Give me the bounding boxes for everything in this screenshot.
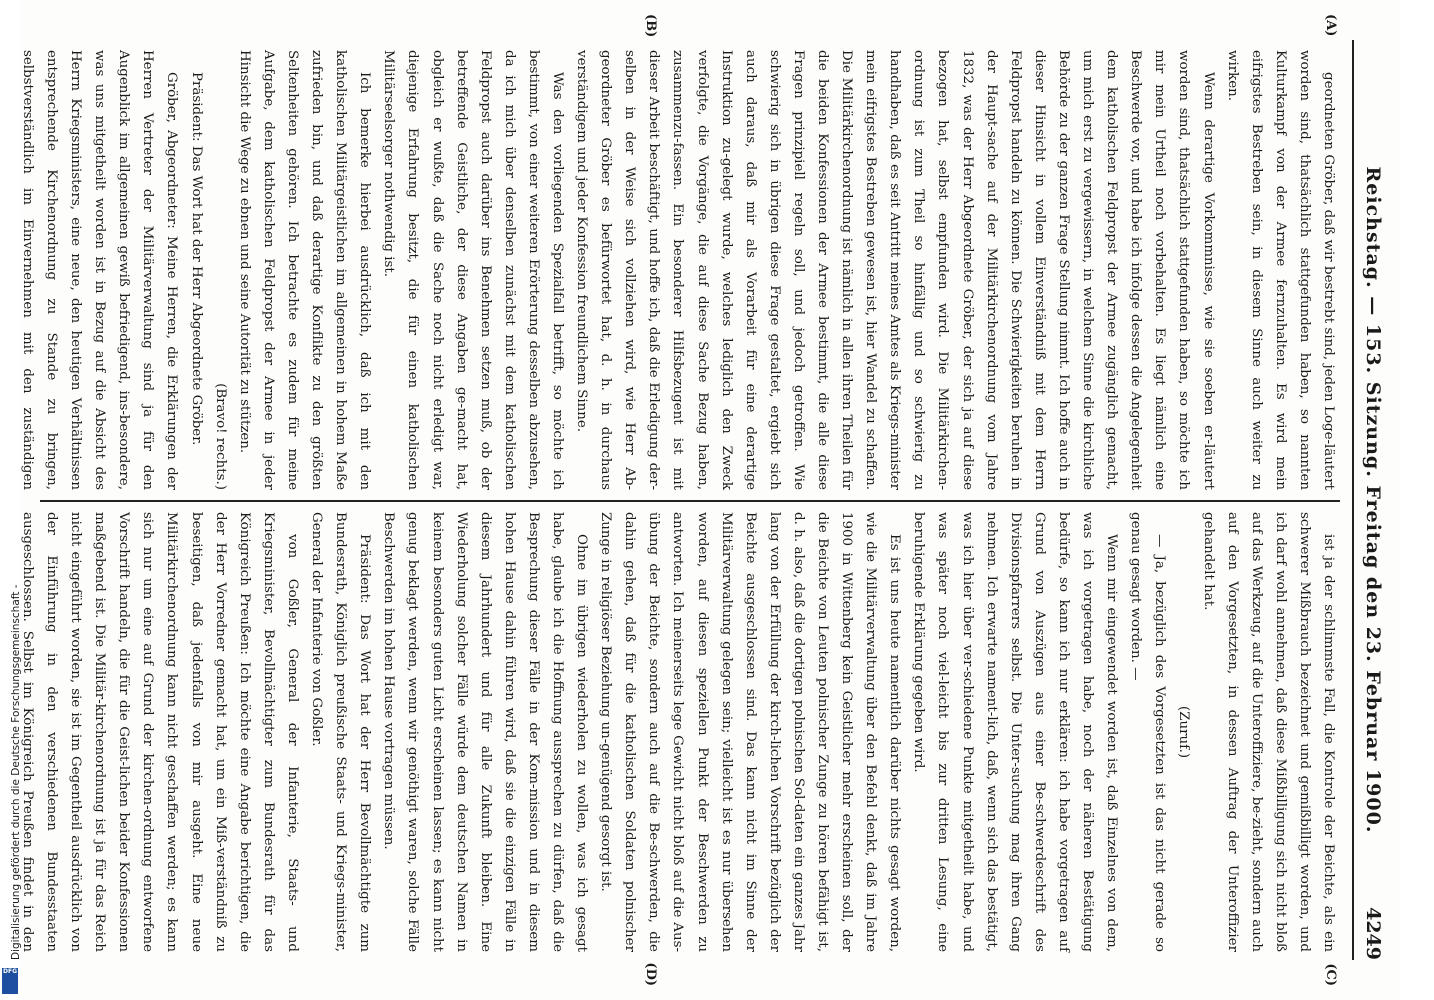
speech-paragraph: Gröber, Abgeordneter: Meine Herren, die Erklärungen der Herren Vertreter der Militärverwaltung sind ja für den Augenblick im allgemeinen gewiß befriedigend, ins-besondere, was uns mitgetheilt worden ist in Bezug auf die Absicht des Herrn Kriegsministers, eine neue, den heutigen Verhältnissen entsprechende Kirchenordnung zu Stande zu bringen, selbstverständlich im Einvernehmen mit den zuständigen	[19, 50, 180, 490]
president-line: Präsident: Das Wort hat der Herr Bevollmächtigte zum Bundesrath, Königlich preußische Staats- und Kriegs-minister, General der Infanterie von Goßler.	[309, 512, 373, 952]
column-divider	[40, 500, 1340, 502]
page-number: 4249	[1362, 907, 1384, 960]
right-column	[19, 512, 1340, 952]
paragraph: ist ja der schlimmste Fall, die Kontrole der Beichte, als ein schwerer Mißbrauch bezeichnet und gemißbilligt worden, und ich darf wohl annehmen, daß diese Mißbilligung sich nicht bloß auf das Werkzeug, auf die Unteroffiziere, be-zieht, sondern auch auf den Vorgesetzten, in dessen Auftrag der Unteroffizier gehandelt hat.	[1200, 512, 1336, 952]
margin-letter-d: (D)	[643, 962, 658, 986]
paragraph: geordneten Gröber, daß wir bestrebt sind, jeden Loge-läutert worden sind, thatsächlich stattgefunden haben, so nannten Kulturkampf von der Armee fernzuhalten. Es wird mein eifrigstes Bestreben sein, in diesem Sinne auch weiter zu wirken.	[1224, 50, 1336, 490]
stage-direction: (Bravo! rechts.)	[212, 383, 228, 490]
paragraph: Wenn mir eingewendet worden ist, daß Einzelnes von dem, was ich vorgetragen habe, noch der näheren Bestätigung bedürfe, so kann ich nur erklären: ich habe vorgetragen auf Grund von Auszügen aus einer Be-schwerdeschrift des Divisionspfarrers selbst. Die Unter-suchung mag ihren Gang nehmen. Ich erwarte nament-lich, daß, wenn sich das bestätigt, was ich hier über ver-schiedene Punkte mitgetheilt habe, und was später noch viel-leicht bis zur dritten Lesung, eine beruhigende Erklärung gegeben wird.	[911, 512, 1120, 952]
paragraph: Wenn derartige Vorkommnisse, wie sie soeben er-läutert worden sind, thatsächlich stattgefunden haben, so möchte ich mir mein Urtheil noch vorbehalten. Es liegt nämlich eine Beschwerde vor, und habe ich infolge dessen die Angelegenheit dem katholischen Feldpropst der Armee zugänglich gemacht, um mich erst zu vergewissern, in welchem Sinne die kirchliche Behörde zu der ganzen Frage Stellung nimmt. Ich hoffe auch in dieser Hinsicht in vollem Einverständniß mit dem Herrn Feldpropst handeln zu können. Die Schwierigkeiten beruhen in der Haupt-sache auf der Militärkirchenordnung vom Jahre 1832, was der Herr Abgeordnete Gröber, der sich ja auf diese bezogen hat, selbst empfunden wird. Die Militärkirchen-ordnung ist zum Theil so hinfällig und so schwierig zu handhaben, daß es seit Antritt meines Amtes als Kriegs-minister mein eifrigstes Bestreben gewesen ist, hier Wandel zu schaffen. Die Militärkirchenordnung ist nämlich in allen ihren Theilen für die beiden Konfessionen der Armee bestimmt, die alle diese Fragen prinzipiell regeln soll, und jedoch getroffen. Wie schwierig sich in übrigen diese Frage gestaltet, ergiebt sich auch daraus, daß mir als Vorarbeit für eine derartige Instruktion zu-gelegt wurde, welches lediglich den Zweck verfolgte, die Vorgänge, die auf diese Sache Bezug haben, zusammenzu-fassen. Ein besonderer Hilfsbezugent ist mit dieser Arbeit beschäftigt, und hoffe ich, daß die Erledigung der-selben in der Weise sich vollziehen wird, wie Herr Ab-geordneter Gröber es befürwortet hat, d. h. in durchaus verständigem und jeder Konfession freundlichem Sinne.	[574, 50, 1216, 490]
margin-letter-b: (B)	[643, 14, 658, 38]
credit-text: Digitalisierung gefördert durch die Deutsche Forschungsgemeinschaft -	[10, 584, 22, 960]
margin-letter-c: (C)	[1323, 963, 1338, 986]
paragraph: — Ja, bezüglich des Vorgesetzten ist das nicht gerade so genau gesagt worden. —	[1128, 512, 1168, 952]
running-head	[1352, 40, 1388, 960]
digitization-credit	[0, 0, 20, 1000]
margin-letter-a: (A)	[1323, 14, 1338, 37]
paragraph: Ohne im übrigen wiederholen zu wollen, was ich gesagt habe, glaube ich die Hoffnung aussprechen zu dürfen, daß die Besprechung dieser Fälle in der Kom-mission und in diesem hohen Hause dahin führen wird, daß sie die einzigen Fälle in diesem Jahrhundert und für alle Zukunft bleiben. Eine Wiederholung solcher Fälle würde dem deutschen Namen in keinem besonders guten Licht erscheinen lassen; es kann nicht genug beklagt werden, wenn wir genöthigt waren, solche Fälle Beschwerden im hohen Hause vortragen müssen.	[381, 512, 590, 952]
dfg-logo-icon	[2, 968, 18, 994]
president-line: Präsident: Das Wort hat der Herr Abgeordnete Gröber.	[188, 72, 204, 446]
speech-paragraph: von Goßler, General der Infanterie, Staats- und Kriegsminister, Bevollmächtigter zum Bundesrath für das Königreich Preußen: Ich möchte eine Angabe berichtigen, die der Herr Vorredner gemacht hat, um ein Miß-verständniß zu beseitigen, daß jedenfalls von mir ausgeht. Eine neue Militärkirchenordnung kann nicht geschaffen werden; es kann sich nur um eine auf Grund der kirchen-ordnung entworfene Vorschrift handeln, die für die Geist-lichen beider Konfessionen maßgebend ist. Die Militär-kirchenordnung ist ja für das Reich nicht eingeführt worden, sie ist im Gegentheil ausdrücklich von der Einführung in den verschiedenen Bundesstaaten ausgeschlossen. Selbst im Königreich Preußen findet in den	[19, 512, 300, 952]
interjection: (Zuruf.)	[1176, 705, 1192, 759]
left-column	[19, 50, 1340, 490]
paragraph: Es ist uns heute namentlich darüber nichts gesagt worden, wie die Militärverwaltung über den Befehl denkt, daß im Jahre 1900 in Wittenberg kein Geistlicher mehr erscheinen soll, der die Beichte von Leuten polnischer Zunge zu hören befähigt ist, d. h. also, daß die dortigen polnischen Sol-daten ein ganzes Jahr lang von der Erfüllung der kirch-lichen Vorschrift bezüglich der Beichte ausgeschlossen sind. Das kann nicht im Sinne der Militärverwaltung gelegen sein; vielleicht ist es nur übersehen worden, auf diesen speziellen Punkt der Beschwerden zu antworten. Ich meinerseits lege Gewicht nicht bloß auf die Aus-übung der Beichte, sondern auch auf die Be-schwerden, die dahin gehen, daß für die katholischen Soldaten polnischer Zunge in religiöser Beziehung un-genügend gesorgt ist.	[598, 512, 903, 952]
paragraph: Ich bemerke hierbei ausdrücklich, daß ich mit den katholischen Militärgeistlichen im allgemeinen in hohem Maße zufrieden bin, und daß derartige Konflikte zu den größten Seltenheiten gehören. Ich betrachte es zudem für meine Aufgabe, dem katholischen Feldpropst der Armee in jeder Hinsicht die Wege zu ebnen und seine Autorität zu stützen.	[236, 50, 373, 490]
logo-text: DFG	[2, 968, 17, 975]
running-head-title: Reichstag. — 153. Sitzung. Freitag den 23. Februar 1900.	[1362, 166, 1384, 834]
paragraph: Was den vorliegenden Spezialfall betrifft, so möchte ich bestimmt, von einer weiteren Erörterung desselben abzusehen, da ich mich über denselben zunächst mit dem katholischen Feldpropst auch darüber ins Benehmen setzen muß, ob der betreffende Geistliche, der diese Angaben ge-macht hat, obgleich er wußte, daß die Sache noch nicht erledigt war, diejenige Erfahrung besitzt, die für einen katholischen Militärseelsorger nothwendig ist.	[381, 50, 565, 490]
